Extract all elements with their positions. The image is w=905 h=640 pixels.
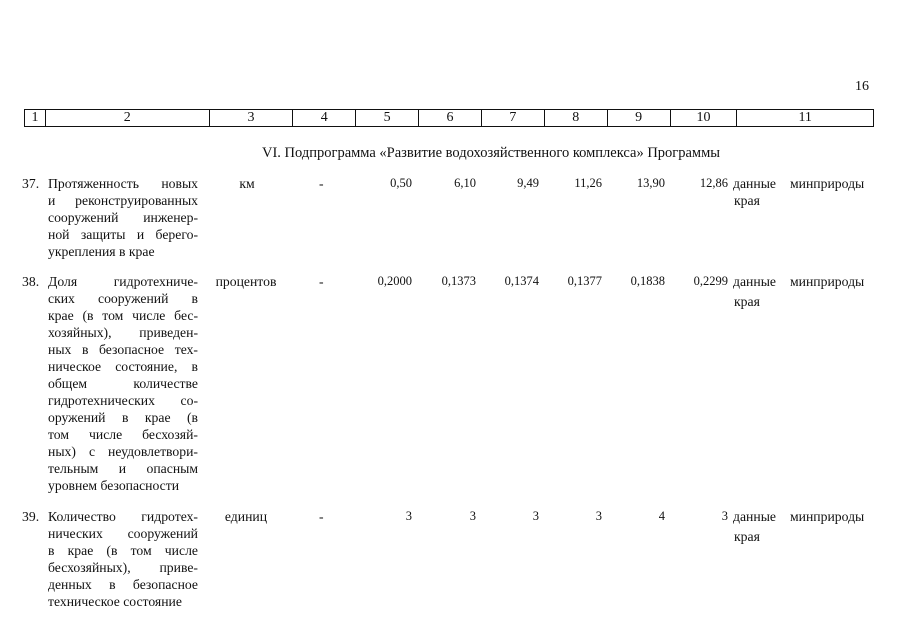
source-word-3: края [734, 529, 760, 544]
value-col9: 4 [658, 509, 665, 523]
row-number: 38. [22, 274, 40, 289]
header-col-3: 3 [210, 110, 294, 126]
table-header-row [24, 109, 874, 127]
source-word-3: края [734, 294, 760, 309]
header-col-2: 2 [46, 110, 210, 126]
header-col-1: 1 [25, 110, 46, 126]
header-col-8: 8 [545, 110, 608, 126]
value-col7: 0,1374 [504, 274, 539, 288]
row-number: 37. [22, 176, 40, 191]
source-word-1: данные [733, 274, 776, 289]
header-col-7: 7 [482, 110, 545, 126]
value-col7: 3 [532, 509, 539, 523]
header-col-10: 10 [671, 110, 738, 126]
col4-value: - [319, 509, 324, 524]
col4-value: - [319, 176, 324, 191]
page-number: 16 [855, 79, 869, 94]
value-col6: 3 [469, 509, 476, 523]
unit: км [239, 176, 255, 191]
value-col9: 0,1838 [630, 274, 665, 288]
header-col-6: 6 [419, 110, 482, 126]
value-col8: 0,1377 [567, 274, 602, 288]
source-word-1: данные [733, 176, 776, 191]
source-word-2: минприроды [790, 176, 865, 191]
value-col10: 0,2299 [693, 274, 728, 288]
value-col10: 12,86 [699, 176, 728, 190]
value-col10: 3 [721, 509, 728, 523]
indicator-name: Протяженность новых и реконструированных сооружений инженер- ной защиты и берего- укрепления в крае [48, 176, 198, 259]
header-col-4: 4 [293, 110, 356, 126]
value-col6: 0,1373 [441, 274, 476, 288]
unit: процентов [215, 274, 277, 289]
col4-value: - [319, 274, 324, 289]
value-col8: 3 [595, 509, 602, 523]
value-col9: 13,90 [636, 176, 665, 190]
indicator-name: Количество гидротех- нических сооружений в крае (в том числе бесхозяйных), приве- денных в безопасное техническое состояние [48, 509, 198, 609]
section-title: VI. Подпрограмма «Развитие водохозяйственного комплекса» Программы [262, 145, 721, 161]
value-col5: 0,50 [390, 176, 412, 190]
unit: единиц [224, 509, 268, 524]
value-col7: 9,49 [517, 176, 539, 190]
header-col-11: 11 [798, 110, 812, 125]
row-number: 39. [22, 509, 40, 524]
header-col-9: 9 [608, 110, 671, 126]
value-col5: 3 [405, 509, 412, 523]
source-word-2: минприроды [790, 509, 865, 524]
header-col-5: 5 [356, 110, 419, 126]
value-col6: 6,10 [454, 176, 476, 190]
value-col5: 0,2000 [377, 274, 412, 288]
source-word-3: края [734, 193, 760, 208]
source-word-1: данные [733, 509, 776, 524]
indicator-name: Доля гидротехниче- ских сооружений в крае (в том числе бес- хозяйных), приведен- ных в безопасное тех- ническое состояние, в общем количестве гидротехнических со- оружений в крае (в том числе бесхозяй- ных) с неудовлетвори- тельным и опасным уровнем безопасности [48, 274, 198, 493]
source-word-2: минприроды [790, 274, 865, 289]
value-col8: 11,26 [574, 176, 602, 190]
